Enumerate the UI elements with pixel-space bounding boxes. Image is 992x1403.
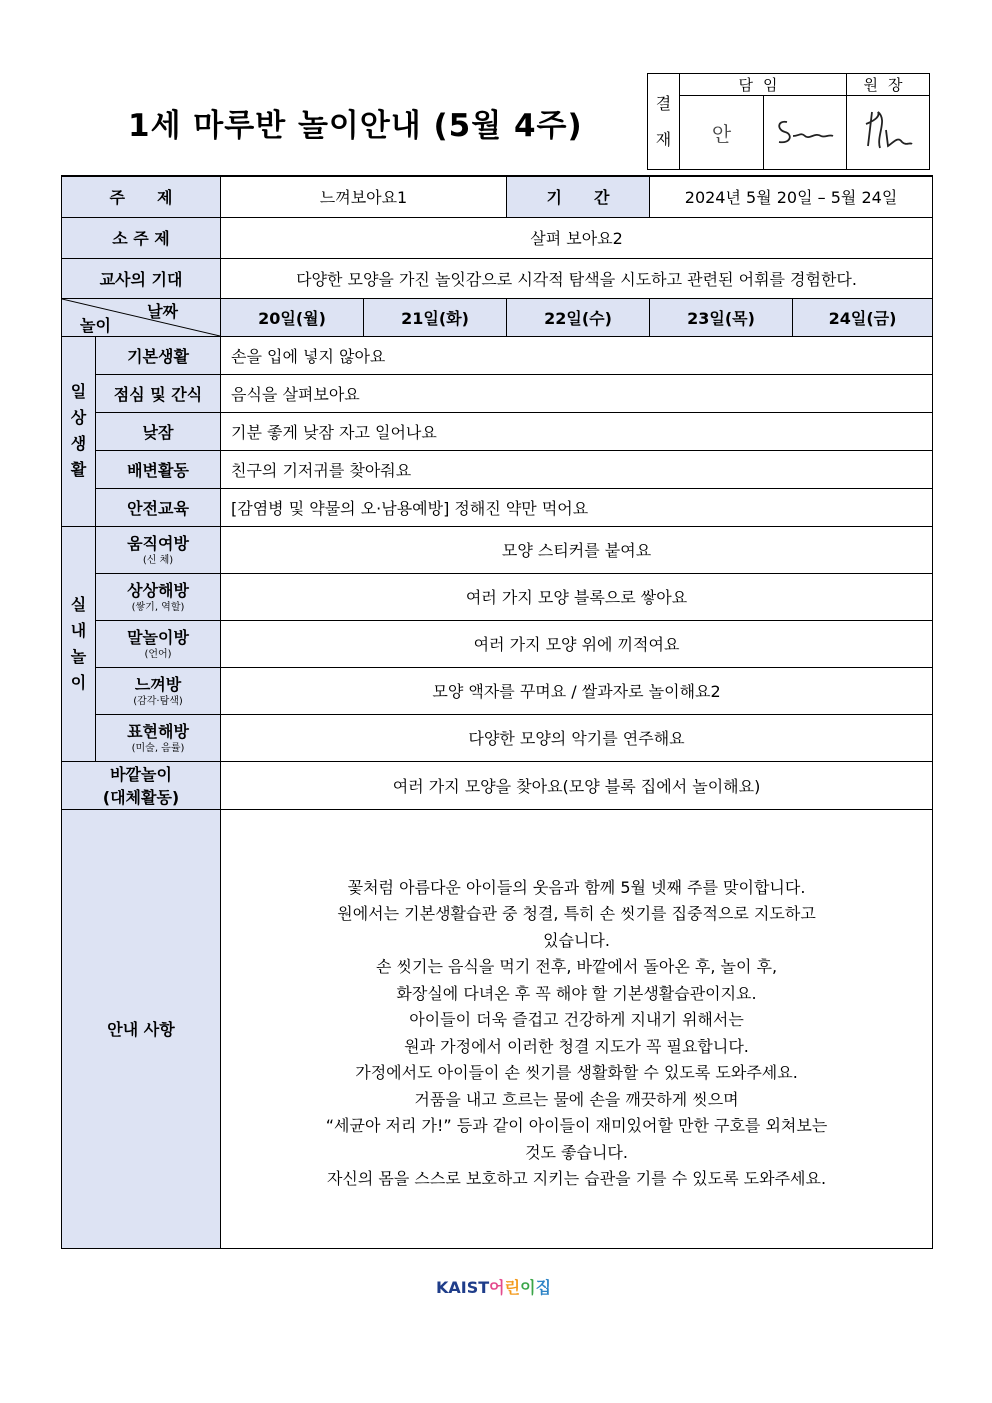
day-header: 22일(수) xyxy=(507,298,650,336)
theme-value: 느껴보아요1 xyxy=(221,176,507,217)
notice-body xyxy=(221,809,933,1248)
signature-icon xyxy=(773,114,837,148)
notice-line: “세균아 저리 가!” 등과 같이 아이들이 재미있어할 만한 구호를 외쳐보는 xyxy=(325,1116,828,1135)
indoor-item-value: 모양 액자를 꾸며요 / 쌀과자로 놀이해요2 xyxy=(221,667,933,714)
notice-line: 꽃처럼 아름다운 아이들의 웃음과 함께 5월 넷째 주를 맞이합니다. xyxy=(347,877,806,897)
notice-line: 가정에서도 아이들이 손 씻기를 생활화할 수 있도록 도와주세요. xyxy=(355,1063,798,1082)
approval-label-top: 결 xyxy=(655,93,672,113)
subtheme-value: 살펴 보아요2 xyxy=(221,217,933,258)
notice-line: 원과 가정에서 이러한 청결 지도가 꼭 필요합니다. xyxy=(404,1036,749,1056)
day-header: 23일(목) xyxy=(650,298,793,336)
indoor-item-label: 느껴방 (감각·탐색) xyxy=(96,667,221,714)
director-header: 원장 xyxy=(847,74,930,96)
notice-line: 것도 좋습니다. xyxy=(525,1142,628,1162)
indoor-item-label: 말놀이방 (언어) xyxy=(96,620,221,667)
daily-item-value: 기분 좋게 낮잠 자고 일어나요 xyxy=(221,412,933,450)
notice-line: 화장실에 다녀온 후 꼭 해야 할 기본생활습관이지요. xyxy=(396,983,757,1003)
approval-box xyxy=(647,73,930,170)
corner-date-label: 날짜 xyxy=(147,301,179,321)
expectation-value: 다양한 모양을 가진 놀잇감으로 시각적 탐색을 시도하고 관련된 어휘를 경험한다. xyxy=(221,258,933,298)
approval-label xyxy=(648,74,680,170)
approval-label-bottom: 재 xyxy=(655,129,672,149)
indoor-item-label: 움직여방 (신 체) xyxy=(96,526,221,573)
date-play-corner xyxy=(62,298,221,336)
outdoor-play-value: 여러 가지 모양을 찾아요(모양 블록 집에서 놀이해요) xyxy=(221,761,933,809)
outdoor-play-label: 바깥놀이 (대체활동) xyxy=(62,761,221,809)
expectation-label: 교사의 기대 xyxy=(62,258,221,298)
indoor-play-group-label: 실 내 놀 이 xyxy=(62,526,96,761)
daily-item-value: 음식을 살펴보아요 xyxy=(221,374,933,412)
indoor-item-label: 상상해방 (쌓기, 역할) xyxy=(96,573,221,620)
daily-item-label: 낮잠 xyxy=(96,412,221,450)
director-signature xyxy=(847,96,930,170)
indoor-item-label: 표현해방 (미술, 음률) xyxy=(96,714,221,761)
daily-item-value: [감염병 및 약물의 오·남용예방] 정해진 약만 먹어요 xyxy=(221,488,933,526)
daily-item-value: 친구의 기저귀를 찾아줘요 xyxy=(221,450,933,488)
notice-line: 아이들이 더욱 즐겁고 건강하게 지내기 위해서는 xyxy=(409,1010,744,1029)
subtheme-label: 소 주 제 xyxy=(62,217,221,258)
teacher-signature-1: 안 xyxy=(680,96,764,170)
daily-item-label: 점심 및 간식 xyxy=(96,374,221,412)
daily-item-label: 기본생활 xyxy=(96,336,221,374)
indoor-item-value: 모양 스티커를 붙여요 xyxy=(221,526,933,573)
notice-line: 손 씻기는 음식을 먹기 전후, 바깥에서 돌아온 후, 놀이 후, xyxy=(375,957,778,976)
notice-line: 원에서는 기본생활습관 중 청결, 특히 손 씻기를 집중적으로 지도하고 xyxy=(337,904,816,923)
theme-label: 주 제 xyxy=(62,176,221,217)
teacher-header: 담임 xyxy=(680,74,847,96)
notice-line: 자신의 몸을 스스로 보호하고 지키는 습관을 기를 수 있도록 도와주세요. xyxy=(326,1169,827,1188)
kaist-kindergarten-logo: KAIST어린이집 xyxy=(436,1278,552,1297)
indoor-item-value: 여러 가지 모양 위에 끼적여요 xyxy=(221,620,933,667)
period-value: 2024년 5월 20일 – 5월 24일 xyxy=(650,176,933,217)
daily-item-label: 배변활동 xyxy=(96,450,221,488)
plan-table xyxy=(61,175,933,1249)
corner-play-label: 놀이 xyxy=(80,315,111,335)
indoor-item-value: 다양한 모양의 악기를 연주해요 xyxy=(221,714,933,761)
period-label: 기 간 xyxy=(507,176,650,217)
daily-life-group-label: 일 상 생 활 xyxy=(62,336,96,526)
daily-item-label: 안전교육 xyxy=(96,488,221,526)
indoor-item-value: 여러 가지 모양 블록으로 쌓아요 xyxy=(221,573,933,620)
notice-line: 있습니다. xyxy=(543,930,610,950)
teacher-signature-2 xyxy=(764,96,847,170)
page-title: 1세 마루반 놀이안내 (5월 4주) xyxy=(128,108,583,144)
signature-icon xyxy=(858,106,918,156)
day-header: 21일(화) xyxy=(364,298,507,336)
day-header: 24일(금) xyxy=(793,298,933,336)
notice-line: 거품을 내고 흐르는 물에 손을 깨끗하게 씻으며 xyxy=(414,1089,739,1109)
day-header: 20일(월) xyxy=(221,298,364,336)
daily-item-value: 손을 입에 넣지 않아요 xyxy=(221,336,933,374)
notice-label: 안내 사항 xyxy=(62,809,221,1248)
